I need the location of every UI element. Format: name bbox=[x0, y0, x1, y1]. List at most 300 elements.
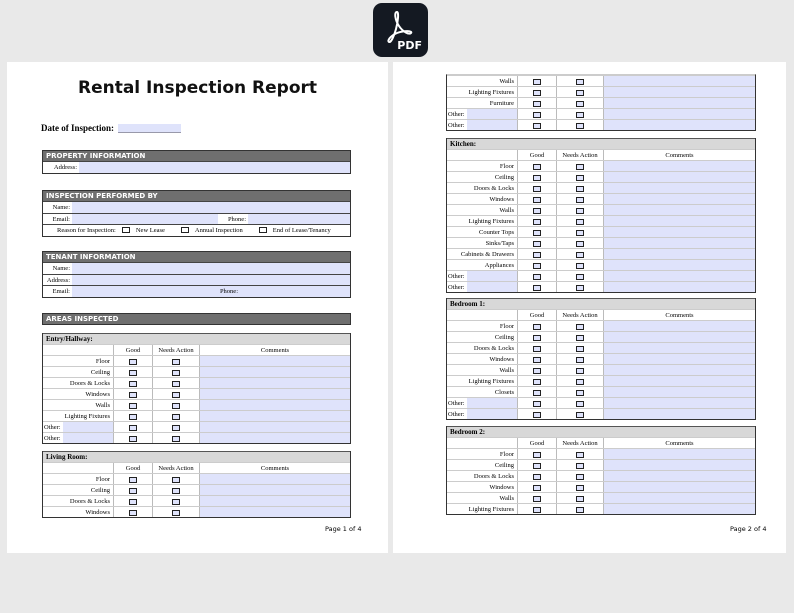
needs-action-cell bbox=[557, 398, 604, 408]
column-comments: Comments bbox=[665, 440, 694, 447]
good-cell bbox=[518, 343, 557, 353]
good-cell bbox=[114, 485, 153, 495]
table-row bbox=[43, 410, 350, 421]
good-checkbox[interactable] bbox=[533, 112, 541, 118]
column-blank bbox=[43, 345, 114, 355]
item-label: Lighting Fixtures bbox=[447, 87, 518, 97]
needs-action-cell bbox=[153, 433, 200, 443]
comments-input[interactable] bbox=[604, 282, 755, 292]
property-header: PROPERTY INFORMATION bbox=[43, 150, 350, 161]
tenant-email-label: Email: bbox=[52, 288, 70, 295]
item-label: Doors & Locks bbox=[43, 496, 114, 506]
other-label: Other: bbox=[44, 424, 61, 431]
needs-action-checkbox[interactable] bbox=[576, 230, 584, 236]
good-cell bbox=[114, 474, 153, 484]
other-input[interactable] bbox=[467, 120, 517, 130]
good-checkbox[interactable] bbox=[533, 197, 541, 203]
comments-input[interactable] bbox=[604, 460, 755, 470]
table-row bbox=[447, 470, 755, 481]
other-label: Other: bbox=[448, 122, 465, 129]
needs-action-cell bbox=[557, 493, 604, 503]
needs-action-cell bbox=[557, 376, 604, 386]
comments-input[interactable] bbox=[604, 260, 755, 270]
needs-action-cell bbox=[557, 238, 604, 248]
inspector-name-input[interactable] bbox=[72, 202, 350, 213]
inspector-header: INSPECTION PERFORMED BY bbox=[43, 190, 350, 201]
needs-action-cell bbox=[557, 504, 604, 514]
good-checkbox[interactable] bbox=[129, 381, 137, 387]
inspector-email-input[interactable] bbox=[72, 214, 218, 225]
item-label: Windows bbox=[447, 194, 518, 204]
good-checkbox[interactable] bbox=[533, 186, 541, 192]
good-checkbox[interactable] bbox=[533, 368, 541, 374]
good-checkbox[interactable] bbox=[533, 274, 541, 280]
needs-action-cell bbox=[153, 378, 200, 388]
table-row bbox=[447, 397, 755, 408]
other-label: Other: bbox=[448, 273, 465, 280]
needs-action-checkbox[interactable] bbox=[172, 414, 180, 420]
other-label: Other: bbox=[44, 435, 61, 442]
good-checkbox[interactable] bbox=[129, 414, 137, 420]
comments-input[interactable] bbox=[200, 400, 350, 410]
pdf-label: PDF bbox=[397, 39, 422, 52]
good-checkbox[interactable] bbox=[129, 488, 137, 494]
needs-action-checkbox[interactable] bbox=[576, 175, 584, 181]
needs-action-checkbox[interactable] bbox=[172, 370, 180, 376]
table-row bbox=[447, 171, 755, 182]
item-label: Walls bbox=[447, 365, 518, 375]
table-row bbox=[447, 193, 755, 204]
property-address-input[interactable] bbox=[79, 162, 350, 173]
item-label: Doors & Locks bbox=[447, 471, 518, 481]
comments-input[interactable] bbox=[604, 332, 755, 342]
needs-action-checkbox[interactable] bbox=[576, 263, 584, 269]
item-label: Ceiling bbox=[43, 367, 114, 377]
good-cell bbox=[114, 367, 153, 377]
table-row bbox=[43, 399, 350, 410]
comments-input[interactable] bbox=[604, 98, 755, 108]
needs-action-checkbox[interactable] bbox=[576, 507, 584, 513]
good-cell bbox=[518, 238, 557, 248]
needs-action-checkbox[interactable] bbox=[576, 274, 584, 280]
good-checkbox[interactable] bbox=[129, 436, 137, 442]
good-checkbox[interactable] bbox=[533, 496, 541, 502]
needs-action-checkbox[interactable] bbox=[576, 412, 584, 418]
good-checkbox[interactable] bbox=[533, 379, 541, 385]
needs-action-cell bbox=[153, 367, 200, 377]
needs-action-checkbox[interactable] bbox=[576, 335, 584, 341]
table-row bbox=[447, 320, 755, 331]
good-checkbox[interactable] bbox=[129, 403, 137, 409]
other-cell bbox=[447, 282, 518, 292]
needs-action-checkbox[interactable] bbox=[576, 496, 584, 502]
column-blank bbox=[447, 150, 518, 160]
reason-label: Reason for Inspection: bbox=[57, 227, 116, 234]
needs-action-cell bbox=[557, 482, 604, 492]
table-row bbox=[447, 226, 755, 237]
good-checkbox[interactable] bbox=[533, 485, 541, 491]
good-cell bbox=[114, 356, 153, 366]
column-header-row bbox=[43, 462, 350, 473]
comments-input[interactable] bbox=[604, 365, 755, 375]
table-row bbox=[447, 215, 755, 226]
needs-action-checkbox[interactable] bbox=[576, 324, 584, 330]
needs-action-checkbox[interactable] bbox=[576, 379, 584, 385]
good-checkbox[interactable] bbox=[129, 477, 137, 483]
good-cell bbox=[518, 109, 557, 119]
good-cell bbox=[518, 387, 557, 397]
column-good: Good bbox=[518, 310, 557, 320]
good-checkbox[interactable] bbox=[129, 499, 137, 505]
needs-action-checkbox[interactable] bbox=[576, 401, 584, 407]
comments-input[interactable] bbox=[604, 161, 755, 171]
needs-action-checkbox[interactable] bbox=[576, 208, 584, 214]
column-good: Good bbox=[114, 345, 153, 355]
good-cell bbox=[518, 398, 557, 408]
comments-input[interactable] bbox=[604, 172, 755, 182]
table-row bbox=[447, 108, 755, 119]
other-cell bbox=[43, 433, 114, 443]
good-checkbox[interactable] bbox=[533, 164, 541, 170]
good-checkbox[interactable] bbox=[533, 357, 541, 363]
email-label: Email: bbox=[52, 215, 70, 223]
good-checkbox[interactable] bbox=[533, 285, 541, 291]
good-checkbox[interactable] bbox=[533, 324, 541, 330]
annual-inspection-checkbox[interactable] bbox=[181, 227, 189, 233]
acrobat-icon bbox=[383, 9, 415, 43]
inspection-performed-by bbox=[42, 190, 351, 237]
needs-action-checkbox[interactable] bbox=[172, 425, 180, 431]
good-checkbox[interactable] bbox=[533, 123, 541, 129]
needs-action-checkbox[interactable] bbox=[172, 488, 180, 494]
needs-action-checkbox[interactable] bbox=[576, 285, 584, 291]
needs-action-checkbox[interactable] bbox=[172, 477, 180, 483]
comments-input[interactable] bbox=[604, 398, 755, 408]
comments-input[interactable] bbox=[604, 271, 755, 281]
needs-action-cell bbox=[557, 227, 604, 237]
good-checkbox[interactable] bbox=[533, 452, 541, 458]
good-cell bbox=[518, 98, 557, 108]
comments-input[interactable] bbox=[200, 367, 350, 377]
comments-input[interactable] bbox=[604, 249, 755, 259]
good-checkbox[interactable] bbox=[533, 263, 541, 269]
column-header-row bbox=[447, 437, 755, 448]
good-cell bbox=[518, 449, 557, 459]
needs-action-checkbox[interactable] bbox=[576, 164, 584, 170]
section-living_cont bbox=[446, 74, 756, 131]
good-checkbox[interactable] bbox=[533, 175, 541, 181]
good-checkbox[interactable] bbox=[129, 392, 137, 398]
table-row bbox=[447, 459, 755, 470]
other-input[interactable] bbox=[467, 409, 517, 419]
table-row bbox=[447, 386, 755, 397]
good-checkbox[interactable] bbox=[129, 370, 137, 376]
needs-action-cell bbox=[557, 216, 604, 226]
table-row bbox=[447, 342, 755, 353]
section-living bbox=[42, 451, 351, 518]
table-row bbox=[447, 237, 755, 248]
good-cell bbox=[518, 172, 557, 182]
needs-action-checkbox[interactable] bbox=[576, 123, 584, 129]
good-checkbox[interactable] bbox=[533, 390, 541, 396]
tenant-email-input[interactable] bbox=[72, 286, 212, 297]
good-checkbox[interactable] bbox=[533, 335, 541, 341]
needs-action-checkbox[interactable] bbox=[576, 112, 584, 118]
item-label: Sinks/Taps bbox=[447, 238, 518, 248]
good-cell bbox=[114, 422, 153, 432]
other-input[interactable] bbox=[467, 109, 517, 119]
needs-action-checkbox[interactable] bbox=[172, 403, 180, 409]
item-label: Ceiling bbox=[43, 485, 114, 495]
item-label: Walls bbox=[447, 493, 518, 503]
comments-input[interactable] bbox=[604, 504, 755, 514]
comments-input[interactable] bbox=[604, 321, 755, 331]
needs-action-checkbox[interactable] bbox=[172, 392, 180, 398]
needs-action-checkbox[interactable] bbox=[576, 463, 584, 469]
column-needs-action: Needs Action bbox=[557, 438, 604, 448]
needs-action-checkbox[interactable] bbox=[576, 346, 584, 352]
table-row bbox=[43, 495, 350, 506]
date-label: Date of Inspection: bbox=[41, 123, 114, 133]
section-title: Kitchen: bbox=[447, 138, 755, 149]
good-cell bbox=[114, 400, 153, 410]
column-good: Good bbox=[114, 463, 153, 473]
needs-action-checkbox[interactable] bbox=[576, 219, 584, 225]
good-cell bbox=[518, 365, 557, 375]
comments-input[interactable] bbox=[604, 471, 755, 481]
comments-input[interactable] bbox=[604, 493, 755, 503]
date-input[interactable] bbox=[118, 124, 181, 133]
good-cell bbox=[518, 260, 557, 270]
comments-input[interactable] bbox=[604, 343, 755, 353]
needs-action-checkbox[interactable] bbox=[576, 186, 584, 192]
other-input[interactable] bbox=[63, 422, 113, 432]
new-lease-checkbox[interactable] bbox=[122, 227, 130, 233]
good-cell bbox=[114, 507, 153, 517]
comments-input[interactable] bbox=[604, 109, 755, 119]
comments-input[interactable] bbox=[604, 482, 755, 492]
needs-action-checkbox[interactable] bbox=[576, 390, 584, 396]
needs-action-checkbox[interactable] bbox=[172, 381, 180, 387]
comments-input[interactable] bbox=[604, 238, 755, 248]
comments-input[interactable] bbox=[200, 411, 350, 421]
comments-input[interactable] bbox=[200, 422, 350, 432]
needs-action-cell bbox=[557, 249, 604, 259]
tenant-phone-input[interactable] bbox=[240, 286, 350, 297]
good-checkbox[interactable] bbox=[533, 412, 541, 418]
inspector-phone-input[interactable] bbox=[248, 214, 350, 225]
good-checkbox[interactable] bbox=[533, 401, 541, 407]
table-row bbox=[447, 481, 755, 492]
good-cell bbox=[518, 409, 557, 419]
comments-input[interactable] bbox=[604, 409, 755, 419]
table-row bbox=[43, 421, 350, 432]
comments-input[interactable] bbox=[604, 183, 755, 193]
needs-action-cell bbox=[557, 409, 604, 419]
comments-input[interactable] bbox=[200, 496, 350, 506]
good-checkbox[interactable] bbox=[129, 359, 137, 365]
item-label: Doors & Locks bbox=[447, 343, 518, 353]
good-checkbox[interactable] bbox=[533, 101, 541, 107]
comments-input[interactable] bbox=[604, 120, 755, 130]
table-row bbox=[447, 270, 755, 281]
good-checkbox[interactable] bbox=[533, 241, 541, 247]
tenant-information bbox=[42, 251, 351, 298]
section-title: Bedroom 1: bbox=[447, 298, 755, 309]
good-checkbox[interactable] bbox=[129, 425, 137, 431]
column-needs-action: Needs Action bbox=[153, 463, 200, 473]
comments-input[interactable] bbox=[604, 387, 755, 397]
good-cell bbox=[518, 376, 557, 386]
other-input[interactable] bbox=[63, 433, 113, 443]
good-checkbox[interactable] bbox=[533, 219, 541, 225]
good-checkbox[interactable] bbox=[533, 208, 541, 214]
table-row bbox=[447, 86, 755, 97]
good-checkbox[interactable] bbox=[533, 507, 541, 513]
table-row bbox=[447, 259, 755, 270]
table-row bbox=[447, 331, 755, 342]
needs-action-checkbox[interactable] bbox=[576, 485, 584, 491]
item-label: Lighting Fixtures bbox=[447, 504, 518, 514]
good-checkbox[interactable] bbox=[533, 346, 541, 352]
good-cell bbox=[518, 354, 557, 364]
section-entry bbox=[42, 333, 351, 444]
good-cell bbox=[518, 504, 557, 514]
table-row bbox=[447, 375, 755, 386]
comments-input[interactable] bbox=[200, 485, 350, 495]
needs-action-cell bbox=[153, 485, 200, 495]
column-header-row bbox=[447, 149, 755, 160]
end-of-lease-checkbox[interactable] bbox=[259, 227, 267, 233]
table-row bbox=[43, 506, 350, 517]
comments-input[interactable] bbox=[200, 474, 350, 484]
table-row bbox=[447, 97, 755, 108]
column-needs-action: Needs Action bbox=[557, 150, 604, 160]
comments-input[interactable] bbox=[200, 433, 350, 443]
areas-header: AREAS INSPECTED bbox=[43, 313, 350, 324]
comments-input[interactable] bbox=[604, 216, 755, 226]
page-number: Page 1 of 4 bbox=[325, 525, 362, 533]
needs-action-checkbox[interactable] bbox=[576, 241, 584, 247]
other-input[interactable] bbox=[467, 282, 517, 292]
tenant-address-label: Address: bbox=[46, 276, 70, 284]
item-label: Floor bbox=[43, 474, 114, 484]
other-label: Other: bbox=[448, 400, 465, 407]
good-cell bbox=[518, 482, 557, 492]
areas-inspected bbox=[42, 313, 351, 325]
table-row bbox=[447, 204, 755, 215]
needs-action-cell bbox=[557, 205, 604, 215]
good-cell bbox=[114, 389, 153, 399]
item-label: Lighting Fixtures bbox=[43, 411, 114, 421]
section-kitchen bbox=[446, 138, 756, 293]
item-label: Windows bbox=[43, 507, 114, 517]
name-label: Name: bbox=[52, 204, 70, 211]
needs-action-cell bbox=[557, 120, 604, 130]
needs-action-checkbox[interactable] bbox=[172, 499, 180, 505]
comments-input[interactable] bbox=[604, 76, 755, 86]
good-cell bbox=[518, 87, 557, 97]
needs-action-cell bbox=[557, 271, 604, 281]
needs-action-checkbox[interactable] bbox=[576, 90, 584, 96]
comments-input[interactable] bbox=[604, 376, 755, 386]
comments-input[interactable] bbox=[200, 507, 350, 517]
needs-action-cell bbox=[557, 471, 604, 481]
needs-action-checkbox[interactable] bbox=[576, 197, 584, 203]
comments-input[interactable] bbox=[604, 87, 755, 97]
page-number: Page 2 of 4 bbox=[730, 525, 767, 533]
good-checkbox[interactable] bbox=[533, 463, 541, 469]
needs-action-checkbox[interactable] bbox=[576, 252, 584, 258]
needs-action-checkbox[interactable] bbox=[172, 436, 180, 442]
comments-input[interactable] bbox=[604, 227, 755, 237]
comments-input[interactable] bbox=[604, 449, 755, 459]
table-row bbox=[447, 503, 755, 514]
needs-action-checkbox[interactable] bbox=[576, 368, 584, 374]
table-row bbox=[43, 377, 350, 388]
needs-action-cell bbox=[557, 172, 604, 182]
needs-action-checkbox[interactable] bbox=[172, 359, 180, 365]
tenant-name-input[interactable] bbox=[72, 263, 350, 274]
comments-input[interactable] bbox=[604, 205, 755, 215]
good-checkbox[interactable] bbox=[129, 510, 137, 516]
column-comments: Comments bbox=[260, 347, 290, 354]
needs-action-cell bbox=[557, 183, 604, 193]
needs-action-checkbox[interactable] bbox=[172, 510, 180, 516]
item-label: Furniture bbox=[447, 98, 518, 108]
good-cell bbox=[518, 183, 557, 193]
other-input[interactable] bbox=[467, 398, 517, 408]
needs-action-cell bbox=[557, 460, 604, 470]
needs-action-checkbox[interactable] bbox=[576, 357, 584, 363]
column-comments: Comments bbox=[665, 312, 694, 319]
tenant-header: TENANT INFORMATION bbox=[43, 251, 350, 262]
good-cell bbox=[114, 378, 153, 388]
needs-action-checkbox[interactable] bbox=[576, 452, 584, 458]
table-row bbox=[447, 353, 755, 364]
needs-action-checkbox[interactable] bbox=[576, 474, 584, 480]
table-row bbox=[447, 408, 755, 419]
good-checkbox[interactable] bbox=[533, 230, 541, 236]
good-checkbox[interactable] bbox=[533, 79, 541, 85]
needs-action-checkbox[interactable] bbox=[576, 79, 584, 85]
good-checkbox[interactable] bbox=[533, 90, 541, 96]
comments-input[interactable] bbox=[604, 194, 755, 204]
needs-action-cell bbox=[557, 87, 604, 97]
needs-action-cell bbox=[153, 400, 200, 410]
table-row bbox=[43, 355, 350, 366]
other-cell bbox=[43, 422, 114, 432]
other-input[interactable] bbox=[467, 271, 517, 281]
tenant-address-input[interactable] bbox=[72, 275, 350, 286]
other-cell bbox=[447, 120, 518, 130]
needs-action-cell bbox=[557, 76, 604, 86]
comments-input[interactable] bbox=[200, 378, 350, 388]
table-row bbox=[43, 366, 350, 377]
comments-input[interactable] bbox=[200, 356, 350, 366]
section-title: Living Room: bbox=[43, 451, 350, 462]
comments-input[interactable] bbox=[200, 389, 350, 399]
good-checkbox[interactable] bbox=[533, 252, 541, 258]
table-row bbox=[43, 473, 350, 484]
good-checkbox[interactable] bbox=[533, 474, 541, 480]
table-row bbox=[43, 388, 350, 399]
date-of-inspection bbox=[41, 123, 181, 133]
comments-input[interactable] bbox=[604, 354, 755, 364]
needs-action-checkbox[interactable] bbox=[576, 101, 584, 107]
needs-action-cell bbox=[557, 449, 604, 459]
table-row bbox=[447, 364, 755, 375]
